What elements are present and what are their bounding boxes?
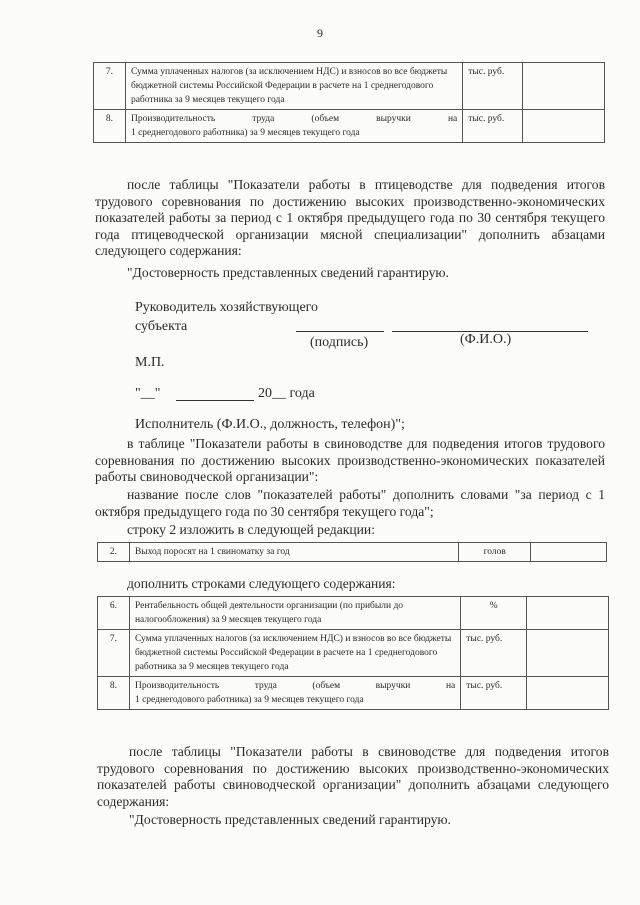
row-indicator: Выход поросят на 1 свиноматку за год [129, 543, 458, 562]
paragraph-row2: строку 2 изложить в следующей редакции: [127, 522, 375, 537]
row-value [523, 63, 605, 110]
row-value [527, 630, 609, 677]
indicators-table-bottom [97, 596, 609, 710]
table-row [94, 110, 605, 143]
paragraph-pig-after-table: после таблицы "Показатели работы в свиноводстве для подведения итогов трудового соревнования по достижению высоких производственно-экономических показателей работы свиноводческой организации" дополнить абзацами следующего содержания: [97, 744, 609, 809]
quote-reliability: "Достоверность представленных сведений гарантирую. [127, 265, 449, 280]
row-indicator-line: 1 среднегодового работника) за 9 месяцев текущего года [130, 128, 360, 138]
indicators-table-row2 [97, 542, 607, 562]
paragraph-poultry-after-table: после таблицы "Показатели работы в птицеводстве для подведения итогов трудового соревнования по достижению высоких производственно-экономических показателей работы за период с 1 октября предыдущего года по 30 сентября текущего года птицеводческой организации мясной специализации" дополнить абзацами следующего содержания: [95, 177, 605, 258]
row-number: 8. [98, 677, 130, 710]
date-day: "__" [135, 386, 161, 401]
row-indicator-line: Производительность труда (объем выручки на [134, 681, 456, 691]
row-value [531, 543, 607, 562]
signature-caption: (подпись) [310, 335, 369, 350]
table-row [98, 677, 609, 710]
row-number: 2. [98, 543, 130, 562]
page-number: 9 [317, 26, 323, 40]
row-indicator [129, 677, 460, 710]
row-indicator [125, 110, 462, 143]
row-indicator-line: 1 среднегодового работника) за 9 месяцев текущего года [134, 695, 364, 705]
paragraph-name-addition: название после слов "показателей работы" дополнить словами "за период с 1 октября предыдущего года по 30 сентября текущего года"; [95, 487, 605, 519]
row-number: 6. [98, 597, 130, 630]
row-value [523, 110, 605, 143]
row-value [527, 597, 609, 630]
row-indicator: Рентабельность общей деятельности организации (по прибыли до налогообложения) за 9 месяцев текущего года [129, 597, 460, 630]
date-month-line [176, 399, 254, 401]
table-row [94, 63, 605, 110]
row-indicator: Сумма уплаченных налогов (за исключением НДС) и взносов во все бюджеты бюджетной системы Российской Федерации в расчете на 1 среднегодового работника за 9 месяцев текущего года [125, 63, 462, 110]
row-unit: голов [459, 543, 531, 562]
row-unit: тыс. руб. [463, 63, 523, 110]
row-indicator-line: Производительность труда (объем выручки на [130, 114, 458, 124]
stamp-label: М.П. [135, 355, 165, 370]
head-label-line1: Руководитель хозяйствующего [135, 300, 319, 315]
table-row [98, 543, 607, 562]
signature-line [296, 330, 384, 332]
quote-reliability-2: "Достоверность представленных сведений гарантирую. [129, 812, 451, 827]
date-year: 20__ года [258, 386, 315, 401]
row-number: 7. [94, 63, 126, 110]
row-number: 8. [94, 110, 126, 143]
row-unit: % [461, 597, 527, 630]
row-unit: тыс. руб. [461, 677, 527, 710]
paragraph-pig-table: в таблице "Показатели работы в свиноводстве для подведения итогов трудового соревнования по достижению высоких производственно-экономических показателей работы свиноводческой организации": [95, 436, 605, 484]
table-row [98, 630, 609, 677]
fio-caption: (Ф.И.О.) [460, 332, 512, 347]
row-number: 7. [98, 630, 130, 677]
row-value [527, 677, 609, 710]
row-unit: тыс. руб. [463, 110, 523, 143]
executor-label: Исполнитель (Ф.И.О., должность, телефон)"; [135, 417, 405, 432]
row-indicator: Сумма уплаченных налогов (за исключением НДС) и взносов во все бюджеты бюджетной системы Российской Федерации в расчете на 1 среднегодового работника за 9 месяцев текущего года [129, 630, 460, 677]
head-label-line2: субъекта [135, 319, 188, 334]
table-row [98, 597, 609, 630]
paragraph-add-rows: дополнить строками следующего содержания: [127, 576, 396, 591]
indicators-table-top [93, 62, 605, 143]
row-unit: тыс. руб. [461, 630, 527, 677]
